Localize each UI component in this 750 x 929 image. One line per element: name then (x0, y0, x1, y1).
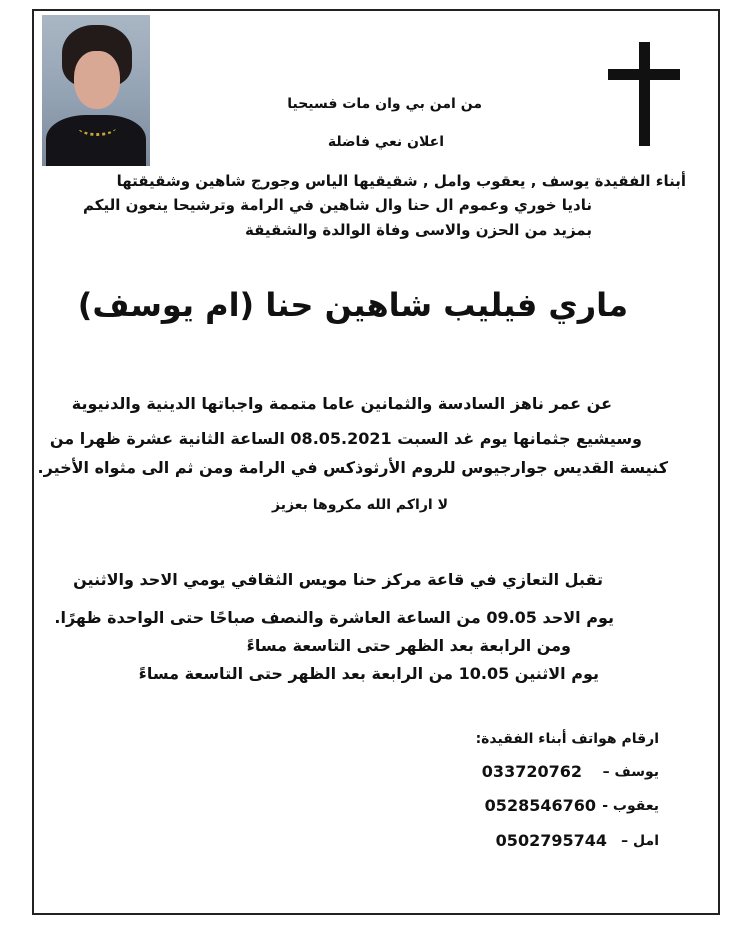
phone-number[interactable]: 033720762 (481, 762, 582, 781)
deceased-photo (42, 15, 150, 166)
condolence-line: يوم الاحد 09.05 من الساعة العاشرة والنصف صباحًا حتى الواحدة ظهرًا. (54, 608, 614, 627)
funeral-line: عن عمر ناهز السادسة والثمانين عاما متممة واجباتها الدينية والدنيوية (71, 394, 612, 413)
condolence-line: يوم الاثنين 10.05 من الرابعة بعد الظهر حتى التاسعة مساءً (138, 664, 599, 683)
phone-name: يعقوب - (602, 798, 659, 814)
announcement-title: اعلان نعي فاضلة (327, 134, 444, 150)
cross-icon (608, 42, 680, 146)
deceased-name: ماري فيليب شاهين حنا (ام يوسف) (77, 286, 628, 324)
closing-line: لا اراكم الله مكروها بعزيز (272, 497, 448, 513)
photo-face (74, 51, 120, 109)
phones-title: ارقام هواتف أبناء الفقيدة: (475, 731, 659, 747)
funeral-line: كنيسة القديس جوارجيوس للروم الأرثوذكس في الرامة ومن ثم الى مثواه الأخير. (37, 458, 668, 477)
condolence-line: ومن الرابعة بعد الظهر حتى التاسعة مساءً (246, 636, 571, 655)
photo-necklace (78, 119, 116, 136)
bible-verse: من امن بي وان مات فسيحيا (287, 96, 482, 112)
phone-number[interactable]: 0528546760 (484, 796, 596, 815)
phone-name: يوسف – (602, 764, 659, 780)
intro-line: ناديا خوري وعموم ال حنا وال شاهين في الرامة وترشيحا ينعون اليكم (83, 196, 592, 214)
condolence-line: تقبل التعازي في قاعة مركز حنا مويس الثقافي يومي الاحد والاثنين (73, 570, 603, 589)
intro-line: بمزيد من الحزن والاسى وفاة الوالدة والشقيقة (245, 221, 592, 239)
phone-name: امل – (621, 833, 659, 849)
intro-line: أبناء الفقيدة يوسف , يعقوب وامل , شقيقيها الياس وجورج شاهين وشقيقتها (116, 172, 686, 190)
funeral-line: وسيشيع جثمانها يوم غد السبت 08.05.2021 الساعة الثانية عشرة ظهرا من (49, 429, 642, 448)
phone-number[interactable]: 0502795744 (495, 831, 607, 850)
